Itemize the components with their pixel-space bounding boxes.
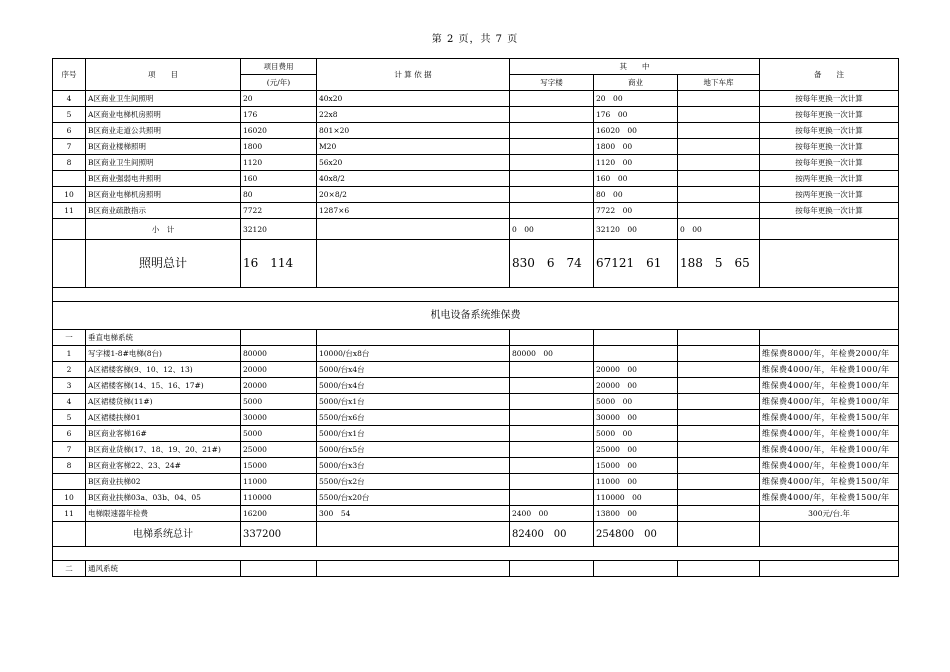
row-garage: [678, 155, 760, 171]
row-remark: 维保费4000/年，年检费1000/年: [760, 426, 899, 442]
header-commercial: 商业: [594, 75, 678, 91]
row-cost: 1800: [241, 139, 317, 155]
empty-cell: [594, 330, 678, 346]
row-commercial: 11000 00: [594, 474, 678, 490]
lighting-total-office: 830 6 74: [510, 240, 594, 288]
row-basis: 5500/台x2台: [317, 474, 510, 490]
row-no: 8: [53, 155, 86, 171]
row-item: A区裙楼扶梯01: [86, 410, 241, 426]
row-cost: 11000: [241, 474, 317, 490]
row-remark: 维保费4000/年，年检费1000/年: [760, 442, 899, 458]
row-garage: [678, 506, 760, 522]
row-basis: 5500/台x20台: [317, 490, 510, 506]
row-cost: 16200: [241, 506, 317, 522]
row-remark: 维保费4000/年，年检费1500/年: [760, 490, 899, 506]
subtotal-row: [53, 219, 899, 240]
row-cost: 1120: [241, 155, 317, 171]
subtotal-label: 小 计: [86, 219, 241, 240]
row-garage: [678, 187, 760, 203]
row-office: [510, 187, 594, 203]
row-no: [53, 171, 86, 187]
row-office: [510, 139, 594, 155]
table-row: [53, 107, 899, 123]
row-item: A区商业电梯机房照明: [86, 107, 241, 123]
group-row: [53, 330, 899, 346]
row-cost: 110000: [241, 490, 317, 506]
row-item: B区商业扶梯02: [86, 474, 241, 490]
row-office: [510, 362, 594, 378]
group-label: 垂直电梯系统: [86, 330, 241, 346]
row-no: 10: [53, 490, 86, 506]
row-no: 7: [53, 139, 86, 155]
row-no: 3: [53, 378, 86, 394]
lighting-total-basis: [317, 240, 510, 288]
row-office: [510, 123, 594, 139]
section-title-row: [53, 302, 899, 330]
row-office: [510, 426, 594, 442]
row-item: 电梯限速器年检费: [86, 506, 241, 522]
header-group: 其 中: [510, 59, 760, 75]
table-row: [53, 410, 899, 426]
row-commercial: 1800 00: [594, 139, 678, 155]
row-cost: 80000: [241, 346, 317, 362]
row-office: [510, 203, 594, 219]
empty-cell: [241, 561, 317, 577]
row-cost: 5000: [241, 394, 317, 410]
row-garage: [678, 203, 760, 219]
elevator-total-label: 电梯系统总计: [86, 522, 241, 547]
row-remark: 维保费4000/年，年检费1000/年: [760, 378, 899, 394]
row-basis: 300 54: [317, 506, 510, 522]
lighting-total-commercial: 67121 61: [594, 240, 678, 288]
row-no: 5: [53, 410, 86, 426]
row-remark: 按两年更换一次计算: [760, 187, 899, 203]
row-item: A区裙楼货梯(11#): [86, 394, 241, 410]
elevator-total-office: 82400 00: [510, 522, 594, 547]
row-remark: 按每年更换一次计算: [760, 155, 899, 171]
row-remark: 维保费4000/年，年检费1000/年: [760, 394, 899, 410]
subtotal-basis: [317, 219, 510, 240]
row-commercial: 1120 00: [594, 155, 678, 171]
row-remark: 按每年更换一次计算: [760, 107, 899, 123]
row-no: 4: [53, 394, 86, 410]
row-commercial: [594, 346, 678, 362]
row-item: B区商业楼梯照明: [86, 139, 241, 155]
table-row: [53, 203, 899, 219]
row-basis: 801×20: [317, 123, 510, 139]
header-cost-bottom: (元/年): [241, 75, 317, 91]
header-garage: 地下车库: [678, 75, 760, 91]
row-garage: [678, 458, 760, 474]
empty-cell: [317, 561, 510, 577]
group-row: [53, 561, 899, 577]
row-remark: 按每年更换一次计算: [760, 203, 899, 219]
table-row: [53, 394, 899, 410]
row-item: B区商业卫生间照明: [86, 155, 241, 171]
page-number-header: 第 2 页，共 7 页: [431, 34, 519, 45]
row-office: [510, 155, 594, 171]
table-row: [53, 139, 899, 155]
row-cost: 20000: [241, 362, 317, 378]
row-item: B区商业货梯(17、18、19、20、21#): [86, 442, 241, 458]
elevator-total-garage: [678, 522, 760, 547]
row-basis: 5500/台x6台: [317, 410, 510, 426]
blank-row: [53, 288, 899, 302]
row-garage: [678, 426, 760, 442]
table-row: [53, 171, 899, 187]
row-commercial: 80 00: [594, 187, 678, 203]
table-row: [53, 506, 899, 522]
row-remark: 按两年更换一次计算: [760, 171, 899, 187]
cost-table: [52, 58, 899, 577]
row-no: 11: [53, 203, 86, 219]
row-commercial: 25000 00: [594, 442, 678, 458]
row-cost: 25000: [241, 442, 317, 458]
row-item: B区商业客梯22、23、24#: [86, 458, 241, 474]
row-basis: 10000/台x8台: [317, 346, 510, 362]
group-label: 通风系统: [86, 561, 241, 577]
row-commercial: 16020 00: [594, 123, 678, 139]
row-remark: 维保费4000/年，年检费1500/年: [760, 474, 899, 490]
row-cost: 7722: [241, 203, 317, 219]
row-basis: 5000/台x1台: [317, 426, 510, 442]
row-garage: [678, 378, 760, 394]
row-basis: 20×8/2: [317, 187, 510, 203]
table-row: [53, 91, 899, 107]
table-row: [53, 378, 899, 394]
row-office: 80000 00: [510, 346, 594, 362]
subtotal-remark: [760, 219, 899, 240]
row-item: A区裙楼客梯(9、10、12、13): [86, 362, 241, 378]
table-row: [53, 458, 899, 474]
row-basis: M20: [317, 139, 510, 155]
row-commercial: 5000 00: [594, 394, 678, 410]
row-remark: 按每年更换一次计算: [760, 139, 899, 155]
row-no: 10: [53, 187, 86, 203]
elevator-total-row: [53, 522, 899, 547]
row-item: B区商业电梯机房照明: [86, 187, 241, 203]
row-commercial: 20 00: [594, 91, 678, 107]
row-no: 4: [53, 91, 86, 107]
row-item: B区商业疏散指示: [86, 203, 241, 219]
row-garage: [678, 394, 760, 410]
table-row: [53, 426, 899, 442]
header-remark: 备 注: [760, 59, 899, 91]
table-row: [53, 155, 899, 171]
row-commercial: 110000 00: [594, 490, 678, 506]
row-commercial: 13800 00: [594, 506, 678, 522]
row-no: 1: [53, 346, 86, 362]
table-row: [53, 362, 899, 378]
row-basis: 5000/台x3台: [317, 458, 510, 474]
blank-cell: [53, 547, 899, 561]
row-garage: [678, 474, 760, 490]
row-cost: 16020: [241, 123, 317, 139]
row-no: 7: [53, 442, 86, 458]
table-row: [53, 474, 899, 490]
row-item: A区裙楼客梯(14、15、16、17#): [86, 378, 241, 394]
row-garage: [678, 123, 760, 139]
empty-cell: [760, 561, 899, 577]
table-row: [53, 346, 899, 362]
row-office: [510, 458, 594, 474]
elevator-total-basis: [317, 522, 510, 547]
subtotal-commercial: 32120 00: [594, 219, 678, 240]
empty-cell: [510, 330, 594, 346]
row-garage: [678, 410, 760, 426]
row-remark: 维保费4000/年，年检费1000/年: [760, 458, 899, 474]
empty-cell: [760, 330, 899, 346]
row-basis: 5000/台x1台: [317, 394, 510, 410]
row-no: 6: [53, 123, 86, 139]
row-basis: 5000/台x4台: [317, 362, 510, 378]
row-commercial: 30000 00: [594, 410, 678, 426]
section-title: 机电设备系统维保费: [53, 302, 899, 330]
blank-cell: [53, 288, 899, 302]
row-item: 写字楼1-8#电梯(8台): [86, 346, 241, 362]
row-no: 11: [53, 506, 86, 522]
row-remark: 按每年更换一次计算: [760, 123, 899, 139]
row-item: B区商业客梯16#: [86, 426, 241, 442]
table-row: [53, 490, 899, 506]
row-office: [510, 107, 594, 123]
row-remark: 维保费8000/年，年检费2000/年: [760, 346, 899, 362]
row-basis: 22x8: [317, 107, 510, 123]
row-remark: 维保费4000/年，年检费1500/年: [760, 410, 899, 426]
row-cost: 160: [241, 171, 317, 187]
row-garage: [678, 442, 760, 458]
row-remark: 300元/台.年: [760, 506, 899, 522]
row-garage: [678, 139, 760, 155]
empty-cell: [510, 561, 594, 577]
header-basis: 计 算 依 据: [317, 59, 510, 91]
row-cost: 5000: [241, 426, 317, 442]
row-item: A区商业卫生间照明: [86, 91, 241, 107]
table-row: [53, 442, 899, 458]
row-office: [510, 442, 594, 458]
table-row: [53, 123, 899, 139]
row-commercial: 5000 00: [594, 426, 678, 442]
row-remark: 按每年更换一次计算: [760, 91, 899, 107]
row-garage: [678, 490, 760, 506]
row-garage: [678, 107, 760, 123]
row-garage: [678, 91, 760, 107]
row-commercial: 15000 00: [594, 458, 678, 474]
row-commercial: 7722 00: [594, 203, 678, 219]
row-commercial: 160 00: [594, 171, 678, 187]
row-garage: [678, 362, 760, 378]
row-no: 6: [53, 426, 86, 442]
lighting-total-cost: 16 114: [241, 240, 317, 288]
subtotal-garage: 0 00: [678, 219, 760, 240]
header-seq: 序号: [53, 59, 86, 91]
elevator-total-cost: 337200: [241, 522, 317, 547]
row-item: B区商业强弱电井照明: [86, 171, 241, 187]
empty-cell: [678, 561, 760, 577]
row-cost: 30000: [241, 410, 317, 426]
row-item: B区商业扶梯03a、03b、04、05: [86, 490, 241, 506]
empty-cell: [317, 330, 510, 346]
row-remark: 维保费4000/年，年检费1000/年: [760, 362, 899, 378]
header-item: 项 目: [86, 59, 241, 91]
row-no: [53, 474, 86, 490]
row-commercial: 176 00: [594, 107, 678, 123]
table-row: [53, 187, 899, 203]
empty-cell: [594, 561, 678, 577]
row-office: [510, 490, 594, 506]
blank-row: [53, 547, 899, 561]
lighting-total-row: [53, 240, 899, 288]
header-row-top: [53, 59, 899, 75]
row-item: B区商业走道公共照明: [86, 123, 241, 139]
row-basis: 56x20: [317, 155, 510, 171]
row-garage: [678, 171, 760, 187]
row-no: [53, 522, 86, 547]
row-basis: 5000/台x5台: [317, 442, 510, 458]
row-no: 8: [53, 458, 86, 474]
row-cost: 20000: [241, 378, 317, 394]
subtotal-office: 0 00: [510, 219, 594, 240]
row-basis: 40x8/2: [317, 171, 510, 187]
row-basis: 1287×6: [317, 203, 510, 219]
header-office: 写字楼: [510, 75, 594, 91]
row-office: [510, 91, 594, 107]
row-basis: 40x20: [317, 91, 510, 107]
row-commercial: 20000 00: [594, 362, 678, 378]
row-cost: 15000: [241, 458, 317, 474]
header-cost-top: 项目费用: [241, 59, 317, 75]
subtotal-cost: 32120: [241, 219, 317, 240]
row-no: [53, 240, 86, 288]
group-no: 二: [53, 561, 86, 577]
row-cost: 176: [241, 107, 317, 123]
lighting-total-remark: [760, 240, 899, 288]
row-office: [510, 171, 594, 187]
group-no: 一: [53, 330, 86, 346]
elevator-total-remark: [760, 522, 899, 547]
row-garage: [678, 346, 760, 362]
row-office: [510, 410, 594, 426]
lighting-total-label: 照明总计: [86, 240, 241, 288]
row-office: [510, 474, 594, 490]
row-office: [510, 378, 594, 394]
elevator-total-commercial: 254800 00: [594, 522, 678, 547]
empty-cell: [241, 330, 317, 346]
row-basis: 5000/台x4台: [317, 378, 510, 394]
row-no: 2: [53, 362, 86, 378]
row-office: 2400 00: [510, 506, 594, 522]
row-cost: 20: [241, 91, 317, 107]
row-no: [53, 219, 86, 240]
row-cost: 80: [241, 187, 317, 203]
lighting-total-garage: 188 5 65: [678, 240, 760, 288]
row-office: [510, 394, 594, 410]
empty-cell: [678, 330, 760, 346]
row-commercial: 20000 00: [594, 378, 678, 394]
row-no: 5: [53, 107, 86, 123]
